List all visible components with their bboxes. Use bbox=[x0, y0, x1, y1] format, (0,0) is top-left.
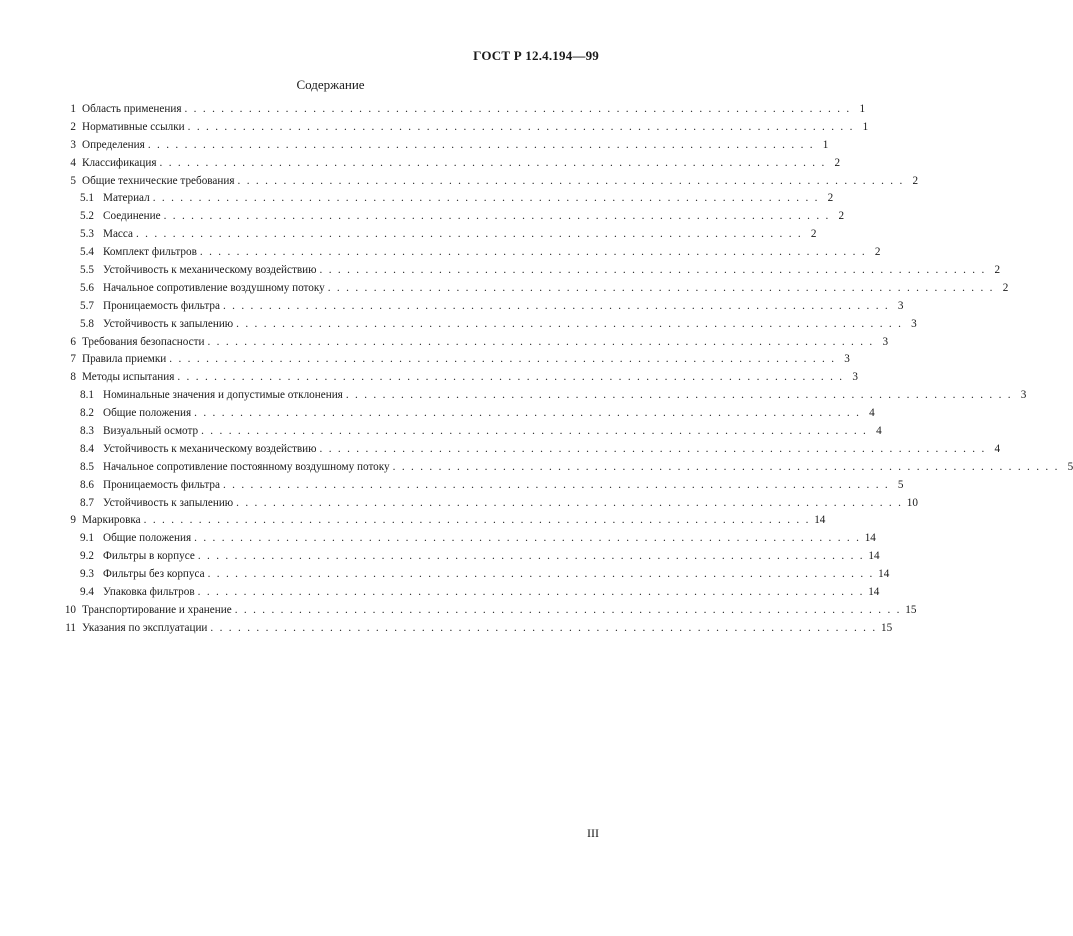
toc-entry-line bbox=[103, 477, 904, 495]
toc-entry-page: 2 bbox=[874, 246, 881, 259]
toc-entry-label: Комплект фильтров bbox=[103, 246, 197, 259]
toc-entry[interactable] bbox=[62, 119, 869, 137]
toc-entry-page: 4 bbox=[876, 425, 882, 438]
toc-entry-line bbox=[103, 316, 917, 334]
toc-entry-number: 9 bbox=[70, 514, 76, 527]
toc-entry-number: 9.1 bbox=[80, 532, 94, 545]
toc-entry-page: 14 bbox=[864, 532, 876, 545]
toc-entry[interactable] bbox=[62, 334, 889, 352]
toc-entry[interactable] bbox=[62, 405, 875, 423]
toc-entry-line bbox=[103, 423, 882, 441]
toc-entry-line bbox=[103, 190, 834, 208]
toc-entry-line bbox=[82, 334, 889, 352]
dot-leader: . . . . . . . . . . . . . . . . . . . . . . . . . . . . . . . . . . . . . . . . . . . . . . . . . . . . . . . . . . . . . . . . . . . . . . . . . bbox=[222, 478, 890, 491]
toc-entry-label: Классификация bbox=[82, 156, 157, 169]
toc-entry-label: Устойчивость к запылению bbox=[103, 496, 234, 509]
toc-entry-line bbox=[103, 584, 880, 602]
toc-entry-label: Фильтры без корпуса bbox=[103, 568, 205, 581]
dot-leader: . . . . . . . . . . . . . . . . . . . . . . . . . . . . . . . . . . . . . . . . . . . . . . . . . . . . . . . . . . . . . . . . . . . . . . . . . bbox=[159, 156, 827, 169]
toc-entry-label: Нормативные ссылки bbox=[82, 120, 185, 133]
toc-entry-number: 4 bbox=[70, 156, 76, 169]
toc-entry-number: 9.2 bbox=[80, 550, 94, 563]
toc-entry[interactable] bbox=[62, 316, 917, 334]
toc-entry-line bbox=[103, 387, 1027, 405]
toc-entry-page: 2 bbox=[827, 192, 834, 205]
dot-leader: . . . . . . . . . . . . . . . . . . . . . . . . . . . . . . . . . . . . . . . . . . . . . . . . . . . . . . . . . . . . . . . . . . . . . . . . . bbox=[187, 120, 855, 133]
toc-entry[interactable] bbox=[62, 155, 841, 173]
toc-entry-label: Устойчивость к запылению bbox=[103, 317, 234, 330]
toc-entry-label: Устойчивость к механическому воздействию bbox=[103, 264, 317, 277]
dot-leader: . . . . . . . . . . . . . . . . . . . . . . . . . . . . . . . . . . . . . . . . . . . . . . . . . . . . . . . . . . . . . . . . . . . . . . . . . bbox=[143, 514, 811, 527]
toc-entry-line bbox=[82, 351, 850, 369]
toc-entry-label: Транспортирование и хранение bbox=[82, 603, 232, 616]
toc-entry-number: 8.5 bbox=[80, 460, 94, 473]
page-number: III bbox=[587, 826, 599, 840]
toc-entry-line bbox=[103, 459, 1073, 477]
toc-entry-page: 2 bbox=[912, 174, 919, 187]
toc-entry-line bbox=[103, 262, 1001, 280]
toc-entry-page: 3 bbox=[897, 299, 904, 312]
toc-entry[interactable] bbox=[62, 584, 880, 602]
toc-entry-page: 4 bbox=[994, 442, 1001, 455]
toc-entry-page: 5 bbox=[1067, 460, 1073, 473]
dot-leader: . . . . . . . . . . . . . . . . . . . . . . . . . . . . . . . . . . . . . . . . . . . . . . . . . . . . . . . . . . . . . . . . . . . . . . . . . bbox=[319, 442, 987, 455]
toc-entry[interactable] bbox=[62, 548, 880, 566]
toc-entry[interactable] bbox=[62, 387, 1027, 405]
dot-leader: . . . . . . . . . . . . . . . . . . . . . . . . . . . . . . . . . . . . . . . . . . . . . . . . . . . . . . . . . . . . . . . . . . . . . . . . . bbox=[197, 586, 865, 599]
toc-entry-page: 14 bbox=[814, 514, 826, 527]
toc-entry-number: 5.6 bbox=[80, 281, 94, 294]
toc-entry-line bbox=[103, 280, 1009, 298]
toc-entry-number: 5.4 bbox=[80, 246, 94, 259]
toc-entry-number: 5.5 bbox=[80, 264, 94, 277]
toc-entry-number: 9.3 bbox=[80, 568, 94, 581]
toc-entry-number: 3 bbox=[70, 138, 76, 151]
toc-entry[interactable] bbox=[62, 262, 1001, 280]
toc-entry-number: 5.3 bbox=[80, 228, 94, 241]
document-code: ГОСТ Р 12.4.194—99 bbox=[473, 48, 599, 63]
toc-entry[interactable] bbox=[62, 602, 917, 620]
toc-entry-label: Правила приемки bbox=[82, 353, 167, 366]
dot-leader: . . . . . . . . . . . . . . . . . . . . . . . . . . . . . . . . . . . . . . . . . . . . . . . . . . . . . . . . . . . . . . . . . . . . . . . . . bbox=[197, 550, 865, 563]
dot-leader: . . . . . . . . . . . . . . . . . . . . . . . . . . . . . . . . . . . . . . . . . . . . . . . . . . . . . . . . . . . . . . . . . . . . . . . . . bbox=[222, 299, 890, 312]
toc-entry-page: 2 bbox=[838, 210, 845, 223]
toc-entry-line bbox=[82, 369, 858, 387]
toc-entry[interactable] bbox=[62, 173, 919, 191]
dot-leader: . . . . . . . . . . . . . . . . . . . . . . . . . . . . . . . . . . . . . . . . . . . . . . . . . . . . . . . . . . . . . . . . . . . . . . . . . bbox=[169, 353, 836, 366]
toc-entry-number: 5 bbox=[70, 174, 76, 187]
toc-entry[interactable] bbox=[62, 226, 817, 244]
toc-entry-page: 1 bbox=[822, 138, 829, 151]
toc-entry[interactable] bbox=[62, 512, 826, 530]
toc-entry-page: 3 bbox=[882, 335, 889, 348]
toc-entry-label: Требования безопасности bbox=[82, 335, 205, 348]
dot-leader: . . . . . . . . . . . . . . . . . . . . . . . . . . . . . . . . . . . . . . . . . . . . . . . . . . . . . . . . . . . . . . . . . . . . . . . . . bbox=[234, 603, 902, 616]
toc-entry-line bbox=[82, 137, 829, 155]
toc-entry-page: 5 bbox=[897, 478, 904, 491]
toc-entry-label: Начальное сопротивление постоянному воздушному потоку bbox=[103, 460, 390, 473]
dot-leader: . . . . . . . . . . . . . . . . . . . . . . . . . . . . . . . . . . . . . . . . . . . . . . . . . . . . . . . . . . . . . . . . . . . . . . . . . bbox=[194, 407, 861, 420]
toc-entry-number: 7 bbox=[70, 353, 76, 366]
toc-entry-label: Методы испытания bbox=[82, 371, 175, 384]
dot-leader: . . . . . . . . . . . . . . . . . . . . . . . . . . . . . . . . . . . . . . . . . . . . . . . . . . . . . . . . . . . . . . . . . . . . . . . . . bbox=[210, 621, 877, 634]
toc-entry-label: Соединение bbox=[103, 210, 161, 223]
toc-entry-page: 14 bbox=[868, 586, 880, 599]
toc-entry-number: 1 bbox=[70, 103, 76, 115]
toc-entry[interactable] bbox=[62, 208, 845, 226]
toc-entry-line bbox=[82, 101, 866, 119]
toc-entry-page: 3 bbox=[911, 317, 917, 330]
dot-leader: . . . . . . . . . . . . . . . . . . . . . . . . . . . . . . . . . . . . . . . . . . . . . . . . . . . . . . . . . . . . . . . . . . . . . . . . . bbox=[147, 138, 815, 151]
toc-entry-line bbox=[82, 155, 841, 173]
dot-leader: . . . . . . . . . . . . . . . . . . . . . . . . . . . . . . . . . . . . . . . . . . . . . . . . . . . . . . . . . . . . . . . . . . . . . . . . . bbox=[177, 371, 844, 384]
toc-entry[interactable] bbox=[62, 566, 890, 584]
dot-leader: . . . . . . . . . . . . . . . . . . . . . . . . . . . . . . . . . . . . . . . . . . . . . . . . . . . . . . . . . . . . . . . . . . . . . . . . . bbox=[184, 103, 852, 115]
toc-entry-line bbox=[103, 548, 880, 566]
toc-entry-page: 10 bbox=[906, 496, 918, 509]
toc-entry-page: 15 bbox=[880, 621, 893, 634]
toc-entry-page: 1 bbox=[859, 103, 866, 115]
dot-leader: . . . . . . . . . . . . . . . . . . . . . . . . . . . . . . . . . . . . . . . . . . . . . . . . . . . . . . . . . . . . . . . . . . . . . . . . . bbox=[135, 228, 803, 241]
toc-entry-page: 2 bbox=[834, 156, 841, 169]
toc-entry-line bbox=[103, 530, 876, 548]
toc-entry-line bbox=[103, 226, 817, 244]
toc-entry-line bbox=[103, 441, 1001, 459]
table-of-contents bbox=[62, 101, 1073, 638]
toc-entry-label: Материал bbox=[103, 192, 150, 205]
toc-entry-line bbox=[82, 119, 869, 137]
dot-leader: . . . . . . . . . . . . . . . . . . . . . . . . . . . . . . . . . . . . . . . . . . . . . . . . . . . . . . . . . . . . . . . . . . . . . . . . . bbox=[327, 281, 995, 294]
toc-entry-number: 8.2 bbox=[80, 407, 94, 420]
toc-entry-number: 11 bbox=[65, 621, 76, 634]
toc-entry[interactable] bbox=[62, 423, 882, 441]
toc-entry-label: Указания по эксплуатации bbox=[82, 621, 208, 634]
toc-entry-line bbox=[103, 244, 881, 262]
toc-entry-page: 14 bbox=[878, 568, 890, 581]
toc-entry[interactable] bbox=[62, 351, 850, 369]
toc-entry-label: Масса bbox=[103, 228, 133, 241]
toc-entry[interactable] bbox=[62, 244, 881, 262]
dot-leader: . . . . . . . . . . . . . . . . . . . . . . . . . . . . . . . . . . . . . . . . . . . . . . . . . . . . . . . . . . . . . . . . . . . . . . . . . bbox=[237, 174, 905, 187]
toc-entry-label: Проницаемость фильтра bbox=[103, 478, 220, 491]
page-title: Содержание bbox=[296, 77, 365, 92]
toc-entry-page: 3 bbox=[852, 371, 858, 384]
dot-leader: . . . . . . . . . . . . . . . . . . . . . . . . . . . . . . . . . . . . . . . . . . . . . . . . . . . . . . . . . . . . . . . . . . . . . . . . . bbox=[236, 496, 903, 509]
dot-leader: . . . . . . . . . . . . . . . . . . . . . . . . . . . . . . . . . . . . . . . . . . . . . . . . . . . . . . . . . . . . . . . . . . . . . . . . . bbox=[392, 460, 1060, 473]
toc-entry-line bbox=[82, 173, 919, 191]
toc-entry-number: 5.7 bbox=[80, 299, 94, 312]
toc-entry[interactable] bbox=[62, 190, 834, 208]
toc-entry-number: 5.2 bbox=[80, 210, 94, 223]
toc-entry-label: Общие положения bbox=[103, 407, 192, 420]
dot-leader: . . . . . . . . . . . . . . . . . . . . . . . . . . . . . . . . . . . . . . . . . . . . . . . . . . . . . . . . . . . . . . . . . . . . . . . . . bbox=[207, 568, 875, 581]
toc-entry[interactable] bbox=[62, 137, 829, 155]
toc-entry-number: 8.7 bbox=[80, 496, 94, 509]
toc-entry-label: Начальное сопротивление воздушному потоку bbox=[103, 281, 325, 294]
toc-entry-page: 3 bbox=[1020, 389, 1027, 402]
toc-entry-number: 8.3 bbox=[80, 425, 94, 438]
toc-entry-line bbox=[103, 208, 845, 226]
toc-entry-page: 2 bbox=[994, 264, 1001, 277]
toc-entry[interactable] bbox=[62, 101, 866, 119]
dot-leader: . . . . . . . . . . . . . . . . . . . . . . . . . . . . . . . . . . . . . . . . . . . . . . . . . . . . . . . . . . . . . . . . . . . . . . . . . bbox=[207, 335, 875, 348]
toc-entry-number: 6 bbox=[70, 335, 76, 348]
toc-entry-number: 9.4 bbox=[80, 586, 94, 599]
toc-entry-label: Общие положения bbox=[103, 532, 192, 545]
toc-entry-label: Упаковка фильтров bbox=[103, 586, 195, 599]
toc-entry[interactable] bbox=[62, 369, 858, 387]
toc-entry-page: 4 bbox=[869, 407, 875, 420]
toc-entry[interactable] bbox=[62, 298, 904, 316]
toc-entry-number: 2 bbox=[70, 120, 76, 133]
toc-entry-number: 5.8 bbox=[80, 317, 94, 330]
dot-leader: . . . . . . . . . . . . . . . . . . . . . . . . . . . . . . . . . . . . . . . . . . . . . . . . . . . . . . . . . . . . . . . . . . . . . . . . . bbox=[194, 532, 861, 545]
dot-leader: . . . . . . . . . . . . . . . . . . . . . . . . . . . . . . . . . . . . . . . . . . . . . . . . . . . . . . . . . . . . . . . . . . . . . . . . . bbox=[236, 317, 903, 330]
toc-entry-label: Устойчивость к механическому воздействию bbox=[103, 442, 317, 455]
toc-entry-page: 2 bbox=[810, 228, 817, 241]
toc-entry[interactable] bbox=[62, 495, 918, 513]
toc-entry-number: 8 bbox=[70, 371, 76, 384]
toc-entry-line bbox=[103, 495, 918, 513]
toc-entry[interactable] bbox=[62, 477, 904, 495]
dot-leader: . . . . . . . . . . . . . . . . . . . . . . . . . . . . . . . . . . . . . . . . . . . . . . . . . . . . . . . . . . . . . . . . . . . . . . . . . bbox=[345, 389, 1013, 402]
toc-entry-page: 14 bbox=[868, 550, 880, 563]
toc-entry-line bbox=[103, 405, 875, 423]
toc-entry[interactable] bbox=[62, 280, 1009, 298]
toc-entry[interactable] bbox=[62, 441, 1001, 459]
dot-leader: . . . . . . . . . . . . . . . . . . . . . . . . . . . . . . . . . . . . . . . . . . . . . . . . . . . . . . . . . . . . . . . . . . . . . . . . . bbox=[199, 246, 867, 259]
toc-entry-page: 15 bbox=[905, 603, 917, 616]
toc-entry[interactable] bbox=[62, 620, 893, 638]
dot-leader: . . . . . . . . . . . . . . . . . . . . . . . . . . . . . . . . . . . . . . . . . . . . . . . . . . . . . . . . . . . . . . . . . . . . . . . . . bbox=[201, 425, 868, 438]
toc-entry-label: Общие технические требования bbox=[82, 174, 235, 187]
toc-entry-label: Проницаемость фильтра bbox=[103, 299, 220, 312]
toc-entry-number: 10 bbox=[64, 603, 76, 616]
dot-leader: . . . . . . . . . . . . . . . . . . . . . . . . . . . . . . . . . . . . . . . . . . . . . . . . . . . . . . . . . . . . . . . . . . . . . . . . . bbox=[319, 264, 987, 277]
toc-entry-page: 2 bbox=[1002, 281, 1009, 294]
toc-entry-number: 8.1 bbox=[80, 389, 94, 402]
toc-entry[interactable] bbox=[62, 459, 1073, 477]
toc-entry-page: 3 bbox=[844, 353, 850, 366]
toc-entry-line bbox=[82, 620, 893, 638]
toc-entry-line bbox=[103, 566, 890, 584]
dot-leader: . . . . . . . . . . . . . . . . . . . . . . . . . . . . . . . . . . . . . . . . . . . . . . . . . . . . . . . . . . . . . . . . . . . . . . . . . bbox=[152, 192, 820, 205]
toc-entry-label: Визуальный осмотр bbox=[103, 425, 199, 438]
toc-entry-label: Номинальные значения и допустимые отклонения bbox=[103, 389, 343, 402]
toc-entry[interactable] bbox=[62, 530, 876, 548]
toc-entry-label: Область применения bbox=[82, 103, 182, 115]
toc-entry-page: 1 bbox=[862, 120, 869, 133]
toc-entry-line bbox=[82, 512, 826, 530]
toc-entry-number: 5.1 bbox=[80, 192, 94, 205]
toc-entry-line bbox=[103, 298, 904, 316]
toc-entry-line bbox=[82, 602, 917, 620]
toc-entry-label: Фильтры в корпусе bbox=[103, 550, 195, 563]
toc-entry-number: 8.6 bbox=[80, 478, 94, 491]
toc-entry-number: 8.4 bbox=[80, 442, 94, 455]
toc-entry-label: Определения bbox=[82, 138, 145, 151]
toc-entry-label: Маркировка bbox=[82, 514, 141, 527]
dot-leader: . . . . . . . . . . . . . . . . . . . . . . . . . . . . . . . . . . . . . . . . . . . . . . . . . . . . . . . . . . . . . . . . . . . . . . . . . bbox=[163, 210, 831, 223]
